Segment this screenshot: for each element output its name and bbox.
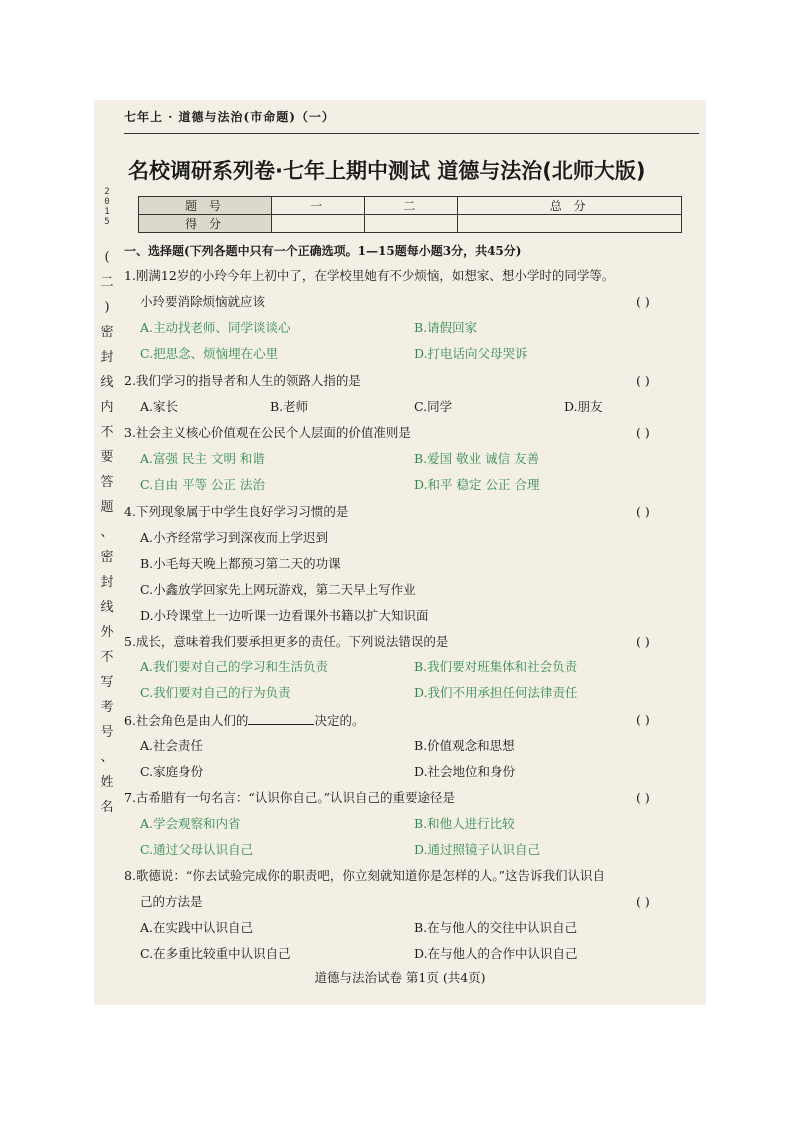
- seal-line-char: 名: [100, 800, 114, 815]
- seal-line-notice: [98, 250, 116, 825]
- exam-sheet: [94, 100, 706, 1005]
- option-d[interactable]: D.通过照镜子认识自己: [414, 842, 541, 857]
- option-b[interactable]: B.价值观念和思想: [414, 738, 515, 753]
- option-a[interactable]: A.社会责任: [140, 738, 204, 753]
- seal-line-char: 写: [100, 675, 114, 690]
- question-6-stem-before: 6.社会角色是由人们的: [124, 713, 249, 728]
- option-c[interactable]: C.把思念、烦恼埋在心里: [140, 346, 279, 361]
- score-table-row: [139, 215, 682, 233]
- seal-line-char: 封: [100, 350, 114, 365]
- score-cell: 总 分: [458, 197, 682, 215]
- answer-blank[interactable]: ( ): [636, 634, 650, 649]
- seal-line-char: 内: [100, 400, 114, 415]
- margin-year-digit: 2: [104, 187, 110, 197]
- seal-line-char: 不: [100, 425, 114, 440]
- option-c[interactable]: C.家庭身份: [140, 764, 204, 779]
- seal-line-char: (: [104, 250, 110, 265]
- seal-line-char: 要: [100, 450, 114, 465]
- header-divider: [124, 133, 699, 134]
- question-6-stem-after: 决定的。: [314, 713, 365, 728]
- seal-line-char: 考: [100, 700, 114, 715]
- seal-line-char: 线: [100, 600, 114, 615]
- question-1-stem: 1.刚满12岁的小玲今年上初中了，在学校里她有不少烦恼，如想家、想小学时的同学等。: [124, 268, 615, 283]
- answer-blank[interactable]: ( ): [636, 894, 650, 909]
- seal-line-char: 封: [100, 575, 114, 590]
- option-a[interactable]: A.我们要对自己的学习和生活负责: [140, 659, 329, 674]
- option-b[interactable]: B.请假回家: [414, 320, 478, 335]
- score-cell: 题 号: [139, 197, 272, 215]
- option-d[interactable]: D.我们不用承担任何法律责任: [414, 685, 578, 700]
- seal-line-char: 外: [100, 625, 114, 640]
- seal-line-char: 、: [100, 525, 114, 540]
- score-input-cell[interactable]: [272, 215, 365, 233]
- seal-line-char: 答: [100, 475, 114, 490]
- option-d[interactable]: D.社会地位和身份: [414, 764, 516, 779]
- answer-blank[interactable]: ( ): [636, 373, 650, 388]
- option-b[interactable]: B.爱国 敬业 诚信 友善: [414, 451, 540, 466]
- seal-line-char: 姓: [100, 775, 114, 790]
- seal-line-char: 二: [100, 275, 114, 290]
- answer-blank[interactable]: ( ): [636, 294, 650, 309]
- option-c[interactable]: C.在多重比较重中认识自己: [140, 946, 291, 961]
- option-b[interactable]: B.和他人进行比较: [414, 816, 515, 831]
- answer-blank[interactable]: ( ): [636, 504, 650, 519]
- header-title: 七年上 · 道德与法治(市命题)（一）: [124, 110, 335, 124]
- option-d[interactable]: D.小玲课堂上一边听课一边看课外书籍以扩大知识面: [140, 608, 429, 623]
- score-input-cell[interactable]: [458, 215, 682, 233]
- score-input-cell[interactable]: [365, 215, 458, 233]
- score-cell: 二: [365, 197, 458, 215]
- option-d[interactable]: D.朋友: [564, 399, 603, 414]
- option-c[interactable]: C.我们要对自己的行为负责: [140, 685, 291, 700]
- score-cell: 得 分: [139, 215, 272, 233]
- section-heading: 一、选择题(下列各题中只有一个正确选项。1—15题每小题3分，共45分): [124, 244, 522, 258]
- option-c[interactable]: C.通过父母认识自己: [140, 842, 254, 857]
- option-b[interactable]: B.小毛每天晚上都预习第二天的功课: [140, 556, 341, 571]
- seal-line-char: 线: [100, 375, 114, 390]
- answer-blank[interactable]: ( ): [636, 425, 650, 440]
- seal-line-char: 号: [100, 725, 114, 740]
- question-5-stem: 5.成长，意味着我们要承担更多的责任。下列说法错误的是: [124, 634, 449, 649]
- option-d[interactable]: D.和平 稳定 公正 合理: [414, 477, 540, 492]
- fill-blank: [248, 712, 314, 725]
- exam-title: 名校调研系列卷·七年上期中测试 道德与法治(北师大版): [128, 159, 646, 183]
- option-a[interactable]: A.在实践中认识自己: [140, 920, 254, 935]
- question-4-stem: 4.下列现象属于中学生良好学习习惯的是: [124, 504, 349, 519]
- option-b[interactable]: B.我们要对班集体和社会负责: [414, 659, 578, 674]
- margin-year-digit: 0: [104, 197, 110, 207]
- seal-line-char: 不: [100, 650, 114, 665]
- question-8-stem-cont: 己的方法是: [140, 894, 203, 909]
- question-8-stem: 8.歌德说：“你去试验完成你的职责吧，你立刻就知道你是怎样的人。”这告诉我们认识自: [124, 868, 605, 883]
- seal-line-char: 题: [100, 500, 114, 515]
- margin-year-digit: 1: [104, 207, 110, 217]
- question-3-stem: 3.社会主义核心价值观在公民个人层面的价值准则是: [124, 425, 411, 440]
- option-a[interactable]: A.家长: [140, 399, 179, 414]
- option-a[interactable]: A.主动找老师、同学谈谈心: [140, 320, 291, 335]
- score-table-row: [139, 197, 682, 215]
- option-c[interactable]: C.小鑫放学回家先上网玩游戏，第二天早上写作业: [140, 582, 416, 597]
- seal-line-char: 、: [100, 750, 114, 765]
- answer-blank[interactable]: ( ): [636, 712, 650, 727]
- option-c[interactable]: C.自由 平等 公正 法治: [140, 477, 266, 492]
- option-b[interactable]: B.老师: [270, 399, 309, 414]
- page-footer: 道德与法治试卷 第1页 (共4页): [314, 970, 486, 985]
- seal-line-char: 密: [100, 325, 114, 340]
- question-6-stem: [124, 712, 364, 729]
- question-7-stem: 7.古希腊有一句名言：“认识你自己。”认识自己的重要途径是: [124, 790, 455, 805]
- seal-line-char: ): [104, 300, 110, 315]
- option-b[interactable]: B.在与他人的交往中认识自己: [414, 920, 578, 935]
- margin-year: [100, 187, 114, 227]
- margin-year-digit: 5: [104, 217, 110, 227]
- score-cell: 一: [272, 197, 365, 215]
- option-a[interactable]: A.学会观察和内省: [140, 816, 241, 831]
- option-a[interactable]: A.小齐经常学习到深夜而上学迟到: [140, 530, 329, 545]
- binding-margin: [94, 100, 120, 1005]
- answer-blank[interactable]: ( ): [636, 790, 650, 805]
- question-2-stem: 2.我们学习的指导者和人生的领路人指的是: [124, 373, 361, 388]
- option-d[interactable]: D.打电话向父母哭诉: [414, 346, 528, 361]
- score-table: [138, 196, 682, 233]
- option-c[interactable]: C.同学: [414, 399, 453, 414]
- seal-line-char: 密: [100, 550, 114, 565]
- question-1-stem-cont: 小玲要消除烦恼就应该: [140, 294, 266, 309]
- option-a[interactable]: A.富强 民主 文明 和谐: [140, 451, 265, 466]
- option-d[interactable]: D.在与他人的合作中认识自己: [414, 946, 578, 961]
